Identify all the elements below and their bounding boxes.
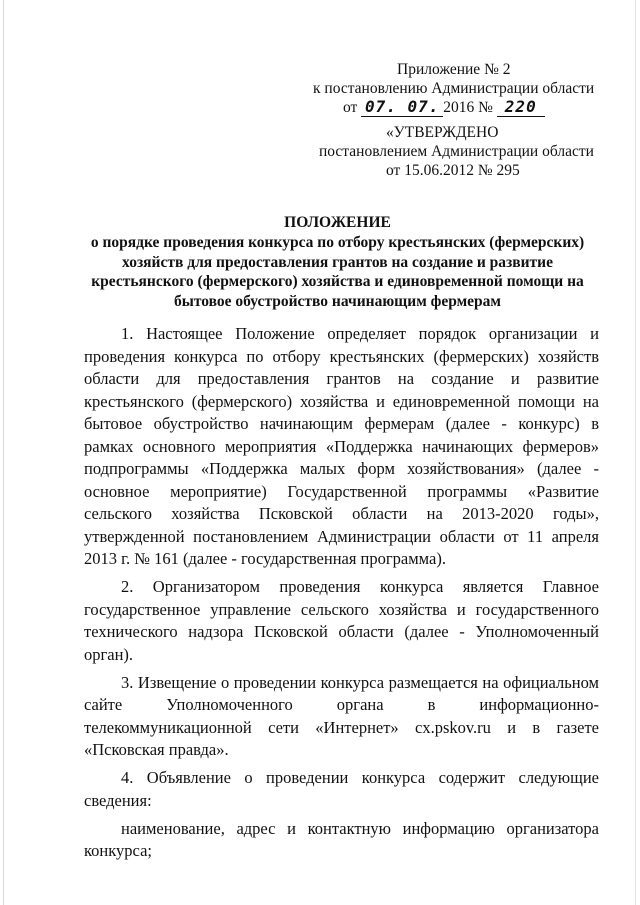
approval-date: от 15.06.2012 № 295 <box>386 162 520 179</box>
year-number-label: 2016 № <box>443 99 493 116</box>
paragraph-2: 2. Организатором проведения конкурса является Главное государственное управление сельского хозяйства и государственного технического надзора Псковской области (далее - Уполномоченный орган). <box>84 577 599 664</box>
paragraph-1: 1. Настоящее Положение определяет порядок организации и проведения конкурса по отбору крестьянских (фермерских) хозяйств области для предоставления грантов на создание и развитие крестьянского (фермерского) хозяйства и единовременной помощи на бытовое обустройство начинающим фермерам (далее - конкурс) в рамках основного мероприятия «Поддержка начинающих фермеров» подпрограммы «Поддержка малых форм хозяйствования» (далее - основное мероприятие) Государственной программы «Развитие сельского хозяйства Псковской области на 2013-2020 годы», утвержденной постановлением Администрации области от 11 апреля 2013 г. № 161 (далее - государственная программа). <box>84 324 599 568</box>
document-subtitle: о порядке проведения конкурса по отбору крестьянских (фермерских) хозяйств для предоставления грантов на создание и развитие крестьянского (фермерского) хозяйства и единовременной помощи на бытовое обустройство начинающим фермерам <box>90 234 585 310</box>
appendix-title: Приложение № 2 <box>397 61 511 78</box>
paragraph-3: 3. Извещение о проведении конкурса размещается на официальном сайте Уполномоченного органа в информационно-телекоммуникационной сети «Интернет» cx.pskov.ru и в газете «Псковская правда». <box>84 672 599 759</box>
document-body <box>84 323 599 868</box>
date-prefix: от <box>343 99 358 116</box>
date-field <box>361 99 443 117</box>
paragraph-5: наименование, адрес и контактную информацию организатора конкурса; <box>84 818 599 860</box>
paragraph-4: 4. Объявление о проведении конкурса содержит следующие сведения: <box>84 768 599 810</box>
approval-block <box>300 123 600 180</box>
appendix-reference: к постановлению Администрации области <box>313 80 595 97</box>
page-edge-left <box>3 0 4 905</box>
approval-by: постановлением Администрации области <box>319 143 594 160</box>
handwritten-number: 220 <box>504 97 537 116</box>
number-field <box>497 99 545 117</box>
page-edge-right <box>635 0 636 905</box>
approval-title: «УТВЕРЖДЕНО <box>386 124 499 141</box>
appendix-header <box>300 60 600 117</box>
appendix-date-line <box>300 98 600 117</box>
document-title: ПОЛОЖЕНИЕ <box>284 214 391 231</box>
handwritten-date: 07. 07. <box>364 97 440 116</box>
